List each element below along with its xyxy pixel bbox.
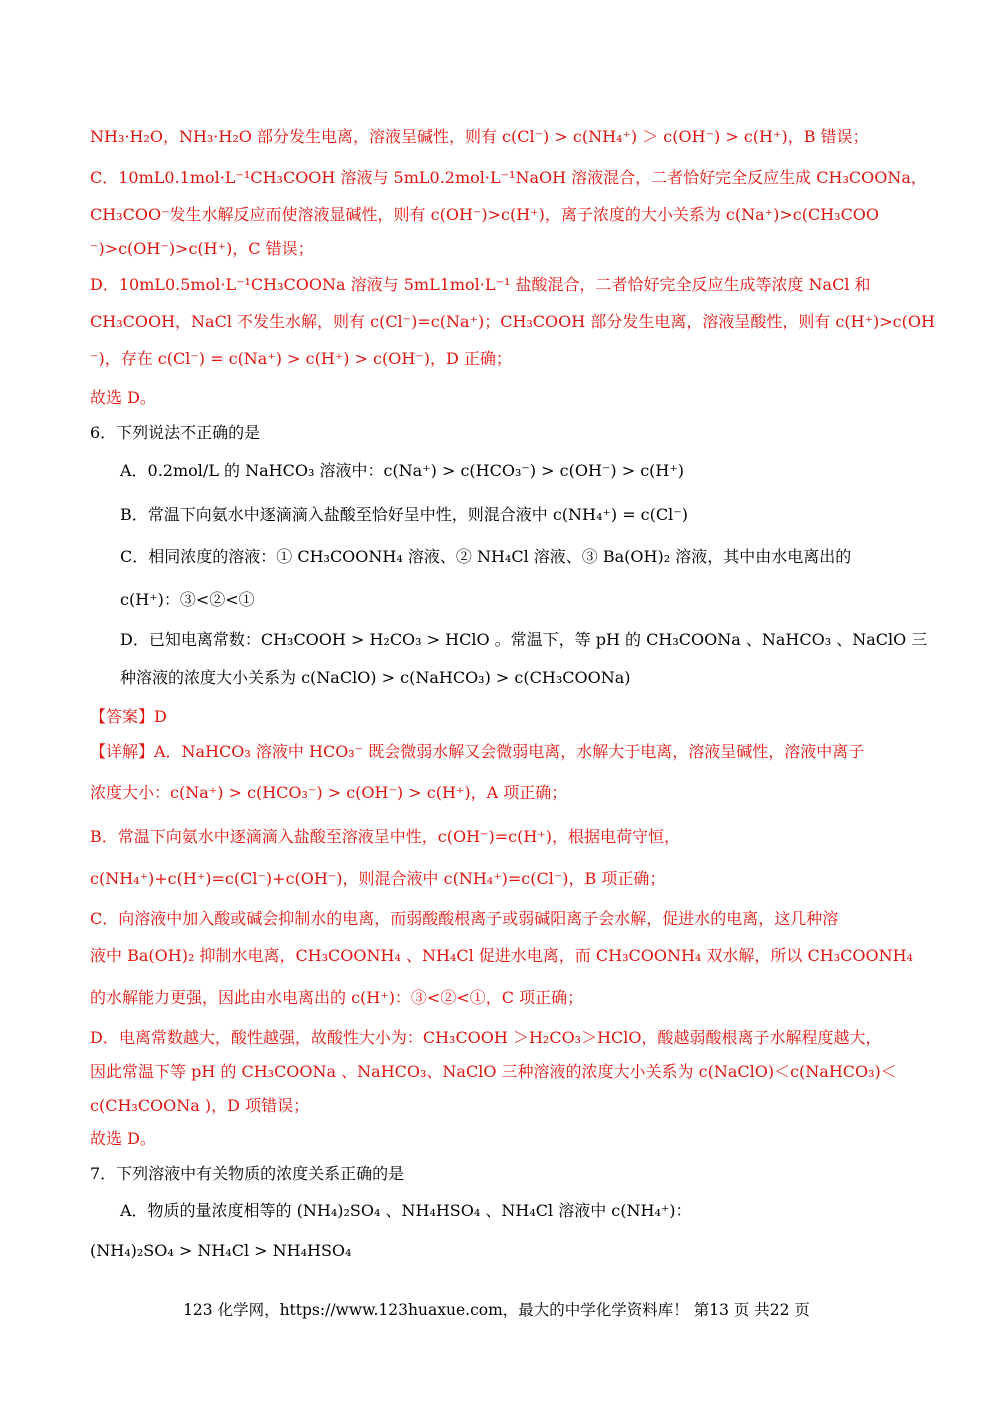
text-line-l11: B．常温下向氨水中逐滴滴入盐酸至恰好呈中性，则混合液中 c(NH₄⁺) = c(Cl⁻) xyxy=(120,505,688,524)
text-line-l20: c(NH₄⁺)+c(H⁺)=c(Cl⁻)+c(OH⁻)，则混合液中 c(NH₄⁺)=c(Cl⁻)，B 项正确； xyxy=(90,869,666,888)
text-line-l24: D．电离常数越大，酸性越强，故酸性大小为：CH₃COOH ＞H₂CO₃＞HClO，酸越弱酸根离子水解程度越大， xyxy=(90,1028,882,1047)
text-line-l19: B．常温下向氨水中逐滴滴入盐酸至溶液呈中性，c(OH⁻)=c(H⁺)，根据电荷守恒， xyxy=(90,827,680,846)
text-line-l27: 故选 D。 xyxy=(90,1129,156,1148)
page-footer: 123 化学网，https://www.123huaxue.com，最大的中学化学资料库！ 第13 页 共22 页 xyxy=(183,1301,810,1319)
text-line-l04: ⁻)>c(OH⁻)>c(H⁺)，C 错误； xyxy=(90,239,314,258)
text-line-l30: (NH₄)₂SO₄ > NH₄Cl > NH₄HSO₄ xyxy=(90,1241,352,1260)
text-line-l02: C．10mL0.1mol·L⁻¹CH₃COOH 溶液与 5mL0.2mol·L⁻¹NaOH 溶液混合，二者恰好完全反应生成 CH₃COONa， xyxy=(90,168,927,187)
text-line-l28: 7．下列溶液中有关物质的浓度关系正确的是 xyxy=(90,1164,405,1183)
text-line-l05: D．10mL0.5mol·L⁻¹CH₃COONa 溶液与 5mL1mol·L⁻¹ 盐酸混合，二者恰好完全反应生成等浓度 NaCl 和 xyxy=(90,275,871,294)
text-line-l01: NH₃·H₂O，NH₃·H₂O 部分发生电离，溶液呈碱性，则有 c(Cl⁻) > c(NH₄⁺) ＞ c(OH⁻) > c(H⁺)，B 错误； xyxy=(90,127,869,146)
text-line-l25: 因此常温下等 pH 的 CH₃COONa 、NaHCO₃、NaClO 三种溶液的浓度大小关系为 c(NaClO)＜c(NaHCO₃)＜ xyxy=(90,1062,897,1081)
text-line-l21: C．向溶液中加入酸或碱会抑制水的电离，而弱酸酸根离子或弱碱阳离子会水解，促进水的电离，这几种溶 xyxy=(90,909,839,928)
text-line-l18: 浓度大小：c(Na⁺) > c(HCO₃⁻) > c(OH⁻) > c(H⁺)，A 项正确； xyxy=(90,783,568,802)
text-line-l10: A．0.2mol/L 的 NaHCO₃ 溶液中：c(Na⁺) > c(HCO₃⁻) > c(OH⁻) > c(H⁺) xyxy=(120,461,685,480)
text-line-l17: 【详解】A．NaHCO₃ 溶液中 HCO₃⁻ 既会微弱水解又会微弱电离，水解大于电离，溶液呈碱性，溶液中离子 xyxy=(90,742,865,761)
text-line-l29: A．物质的量浓度相等的 (NH₄)₂SO₄ 、NH₄HSO₄ 、NH₄Cl 溶液中 c(NH₄⁺)： xyxy=(120,1201,692,1220)
text-line-l07: ⁻)，存在 c(Cl⁻) = c(Na⁺) > c(H⁺) > c(OH⁻)，D 正确； xyxy=(90,349,512,368)
text-line-l06: CH₃COOH，NaCl 不发生水解，则有 c(Cl⁻)=c(Na⁺)；CH₃COOH 部分发生电离，溶液呈酸性，则有 c(H⁺)>c(OH xyxy=(90,312,935,331)
text-line-l03: CH₃COO⁻发生水解反应而使溶液显碱性，则有 c(OH⁻)>c(H⁺)，离子浓度的大小关系为 c(Na⁺)>c(CH₃COO xyxy=(90,205,880,224)
text-line-l09: 6．下列说法不正确的是 xyxy=(90,423,261,442)
text-line-l12: C．相同浓度的溶液：① CH₃COONH₄ 溶液、② NH₄Cl 溶液、③ Ba(OH)₂ 溶液，其中由水电离出的 xyxy=(120,547,852,566)
text-line-l23: 的水解能力更强，因此由水电离出的 c(H⁺)：③<②<①，C 项正确； xyxy=(90,988,584,1007)
text-line-l16: 【答案】D xyxy=(90,707,167,726)
text-line-l08: 故选 D。 xyxy=(90,388,156,407)
text-line-l15: 种溶液的浓度大小关系为 c(NaClO) > c(NaHCO₃) > c(CH₃COONa) xyxy=(120,668,631,687)
text-line-l13: c(H⁺)：③<②<① xyxy=(120,590,255,609)
text-line-l14: D．已知电离常数：CH₃COOH > H₂CO₃ > HClO 。常温下，等 pH 的 CH₃COONa 、NaHCO₃ 、NaClO 三 xyxy=(120,630,928,649)
text-line-l26: c(CH₃COONa )，D 项错误； xyxy=(90,1096,310,1115)
text-line-l22: 液中 Ba(OH)₂ 抑制水电离，CH₃COONH₄ 、NH₄Cl 促进水电离，而 CH₃COONH₄ 双水解，所以 CH₃COONH₄ xyxy=(90,946,913,965)
